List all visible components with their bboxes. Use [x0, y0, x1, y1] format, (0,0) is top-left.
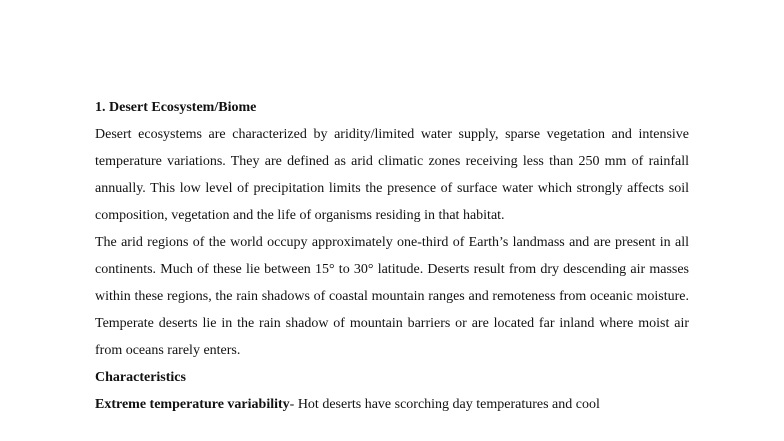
characteristics-heading: Characteristics — [95, 370, 186, 385]
characteristic-item — [95, 391, 689, 418]
section-heading: 1. Desert Ecosystem/Biome — [95, 100, 257, 115]
characteristic-text: - Hot deserts have scorching day temperatures and cool — [289, 397, 600, 412]
document-page — [95, 94, 689, 418]
characteristic-label: Extreme temperature variability — [95, 397, 290, 412]
paragraph-desert-definition: Desert ecosystems are characterized by aridity/limited water supply, sparse vegetation and intensive temperature variations. They are defined as arid climatic zones receiving less than 250 mm of rainfall annually. This low level of precipitation limits the presence of surface water which strongly affects soil composition, vegetation and the life of organisms residing in that habitat. — [95, 127, 689, 223]
paragraph-arid-regions: The arid regions of the world occupy approximately one-third of Earth’s landmass and are present in all continents. Much of these lie between 15° to 30° latitude. Deserts result from dry descending air masses within these regions, the rain shadows of coastal mountain ranges and remoteness from oceanic moisture. Temperate deserts lie in the rain shadow of mountain barriers or are located far inland where moist air from oceans rarely enters. — [95, 235, 689, 358]
